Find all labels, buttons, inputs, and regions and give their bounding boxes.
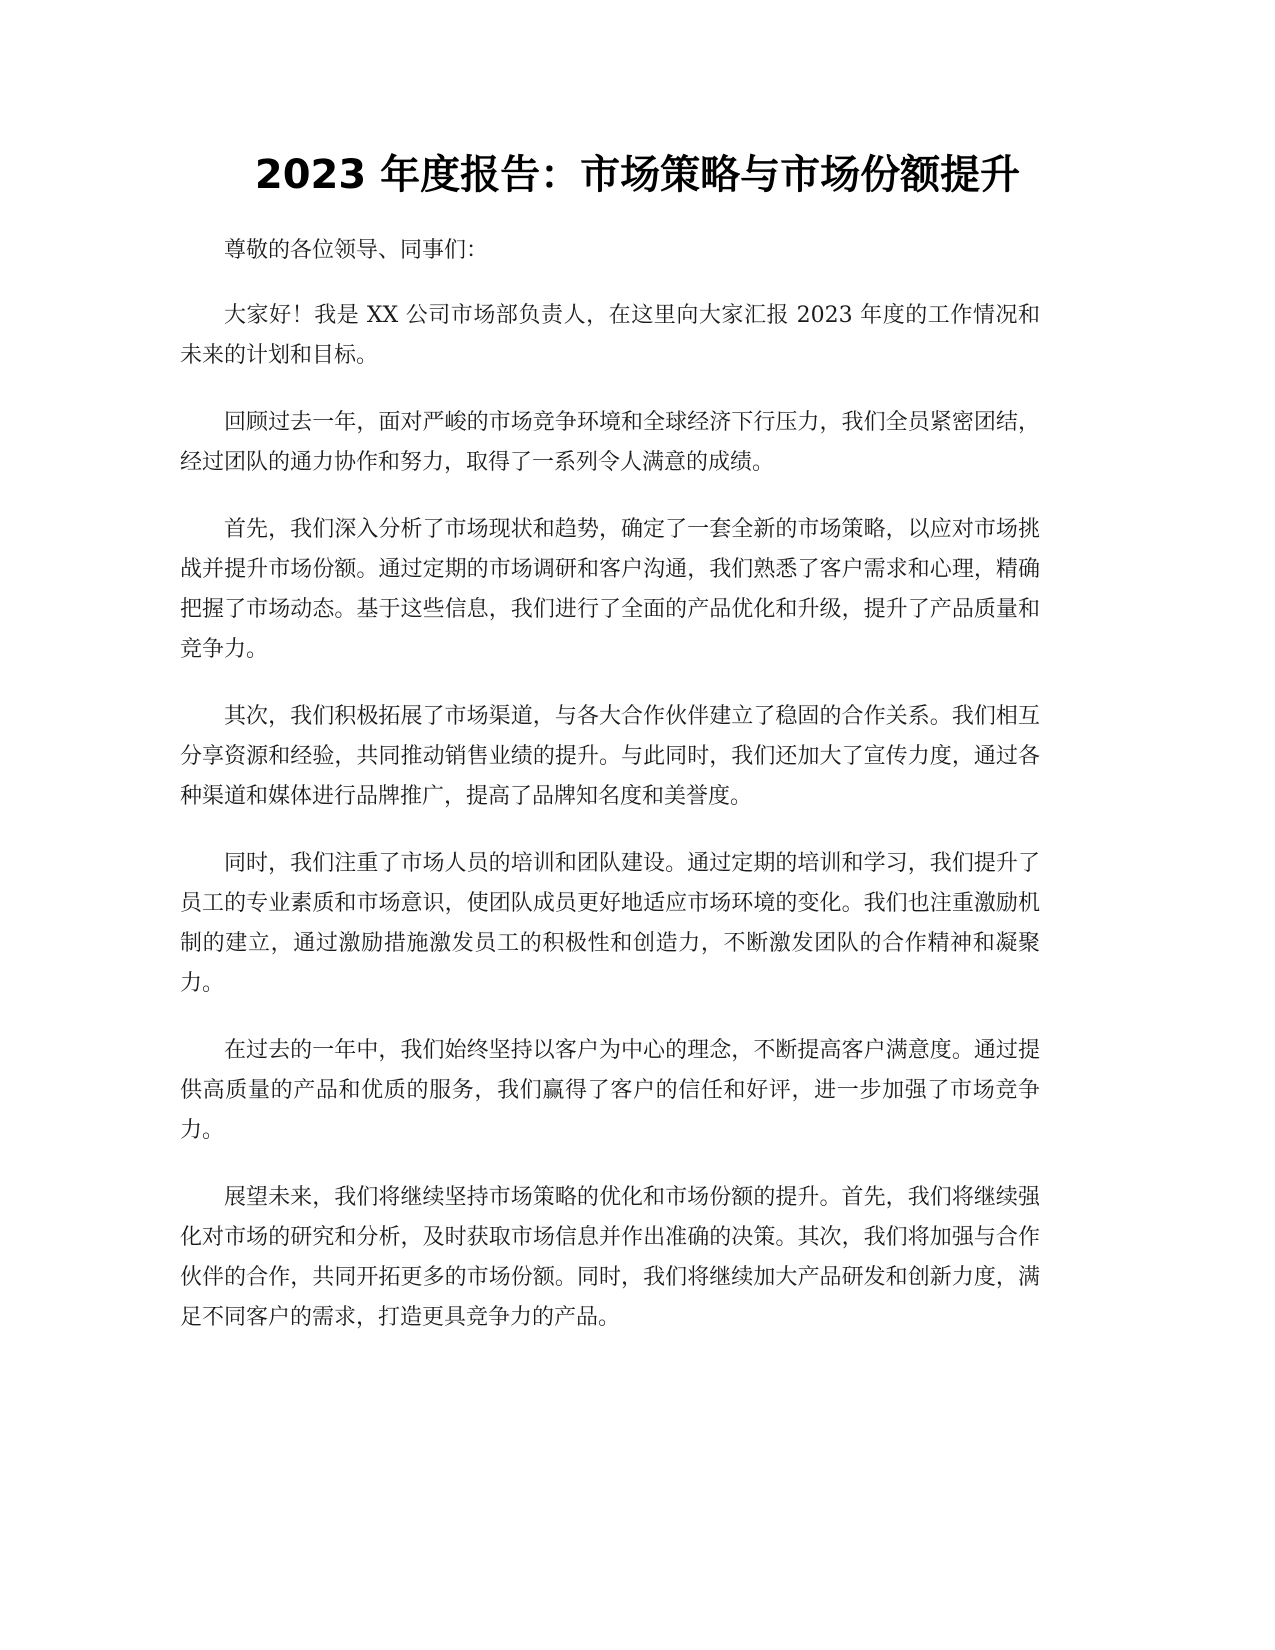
paragraph-customer: 在过去的一年中，我们始终坚持以客户为中心的理念，不断提高客户满意度。通过提供高质量的产品和优质的服务，我们赢得了客户的信任和好评，进一步加强了市场竞争力。 [180,1038,1040,1143]
paragraph-review: 回顾过去一年，面对严峻的市场竞争环境和全球经济下行压力，我们全员紧密团结，经过团队的通力协作和努力，取得了一系列令人满意的成绩。 [180,410,1040,475]
paragraph-training: 同时，我们注重了市场人员的培训和团队建设。通过定期的培训和学习，我们提升了员工的专业素质和市场意识，使团队成员更好地适应市场环境的变化。我们也注重激励机制的建立，通过激励措施激发员工的积极性和创造力，不断激发团队的合作精神和凝聚力。 [180,851,1040,996]
paragraph-strategy: 首先，我们深入分析了市场现状和趋势，确定了一套全新的市场策略，以应对市场挑战并提升市场份额。通过定期的市场调研和客户沟通，我们熟悉了客户需求和心理，精确把握了市场动态。基于这些信息，我们进行了全面的产品优化和升级，提升了产品质量和竞争力。 [180,517,1040,662]
document-body [180,231,1040,1365]
paragraph-salutation: 尊敬的各位领导、同事们： [224,238,489,263]
paragraph-channels: 其次，我们积极拓展了市场渠道，与各大合作伙伴建立了稳固的合作关系。我们相互分享资源和经验，共同推动销售业绩的提升。与此同时，我们还加大了宣传力度，通过各种渠道和媒体进行品牌推广，提高了品牌知名度和美誉度。 [180,704,1040,809]
document-title: 2023 年度报告：市场策略与市场份额提升 [254,152,1021,198]
paragraph-greeting: 大家好！我是 XX 公司市场部负责人，在这里向大家汇报 2023 年度的工作情况和未来的计划和目标。 [180,303,1040,368]
paragraph-outlook: 展望未来，我们将继续坚持市场策略的优化和市场份额的提升。首先，我们将继续强化对市场的研究和分析，及时获取市场信息并作出准确的决策。其次，我们将加强与合作伙伴的合作，共同开拓更多的市场份额。同时，我们将继续加大产品研发和创新力度，满足不同客户的需求，打造更具竞争力的产品。 [180,1185,1040,1330]
